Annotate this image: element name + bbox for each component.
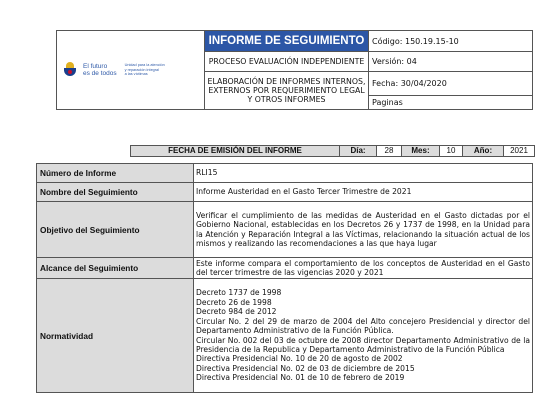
norm-item: Directiva Presidencial No. 01 de 10 de febrero de 2019 — [196, 373, 405, 383]
document-header — [56, 30, 533, 110]
process-name: PROCESO EVALUACIÓN INDEPENDIENTE — [205, 52, 369, 72]
norm-item: Decreto 26 de 1998 — [196, 297, 272, 307]
norm-item: Decreto 984 de 2012 — [196, 307, 277, 317]
numero-value: RLI15 — [194, 164, 533, 183]
norm-item: Circular No. 2 del 29 de marzo de 2004 del Alto concejero Presidencial y director del Departamento Administrativo de la Función Pública. — [196, 316, 530, 336]
logo-line1: El futuro — [83, 63, 108, 70]
alcance-label: Alcance del Seguimiento — [37, 258, 194, 279]
document-title: INFORME DE SEGUIMIENTO — [205, 31, 369, 52]
alcance-value: Este informe compara el comportamiento de los conceptos de Austeridad en el Gasto del tercer trimestre de las vigencias 2020 y 2021 — [194, 258, 533, 279]
dia-value: 28 — [377, 146, 402, 156]
nombre-label: Nombre del Seguimiento — [37, 183, 194, 202]
row-normatividad — [37, 279, 533, 393]
row-nombre — [37, 183, 533, 202]
nombre-value: Informe Austeridad en el Gasto Tercer Trimestre de 2021 — [194, 183, 533, 202]
row-alcance — [37, 258, 533, 279]
logo-tagline1: Unidad para la atención — [124, 63, 165, 68]
normatividad-list — [194, 279, 533, 393]
paginas: Paginas — [369, 96, 533, 110]
normatividad-label: Normatividad — [37, 279, 194, 393]
logo-cell — [57, 31, 205, 110]
report-details-table — [36, 163, 533, 393]
anio-label: Año: — [463, 146, 504, 156]
norm-item: Circular No. 002 del 03 de octubre de 2008 director Departamento Administrativo de la Presidencia de la Republica y Departamento Administrativo de la Función Pública — [196, 335, 530, 354]
anio-value: 2021 — [510, 146, 528, 155]
fecha: Fecha: 30/04/2020 — [369, 72, 533, 96]
row-objetivo — [37, 202, 533, 258]
emission-date-bar — [130, 145, 535, 157]
row-numero — [37, 164, 533, 183]
codigo: Código: 150.19.15-10 — [369, 31, 533, 52]
norm-item: Directiva Presidencial No. 10 de 20 de agosto de 2002 — [196, 354, 403, 364]
objetivo-label: Objetivo del Seguimiento — [37, 202, 194, 258]
institution-logo — [57, 31, 204, 109]
norm-item: Directiva Presidencial No. 02 de 03 de diciembre de 2015 — [196, 363, 415, 373]
norm-item: Decreto 1737 de 1998 — [196, 288, 282, 298]
coat-of-arms-icon — [63, 62, 77, 78]
mes-label: Mes: — [402, 146, 440, 156]
logo-tagline3: a las víctimas — [124, 72, 148, 77]
logo-tagline2: y reparación integral — [124, 67, 160, 72]
dia-label: Día: — [340, 146, 377, 156]
emission-label: FECHA DE EMISIÓN DEL INFORME — [131, 146, 340, 156]
logo-line2: es de todos — [83, 70, 117, 77]
mes-value: 10 — [440, 146, 463, 156]
objetivo-value: Verificar el cumplimiento de las medidas de Austeridad en el Gasto dictadas por el Gobierno Nacional, establecidas en los Decretos 26 y 1737 de 1998, en la Unidad para la Atención y Reparación Integral a las Víctimas, relacionando la situación actual de los mismos y realizando las recomendaciones a las que haya lugar — [194, 202, 533, 258]
numero-label: Número de Informe — [37, 164, 194, 183]
document-description: ELABORACIÓN DE INFORMES INTERNOS, EXTERNOS POR REQUERIMIENTO LEGAL Y OTROS INFORMES — [205, 72, 369, 110]
version: Versión: 04 — [369, 52, 533, 72]
